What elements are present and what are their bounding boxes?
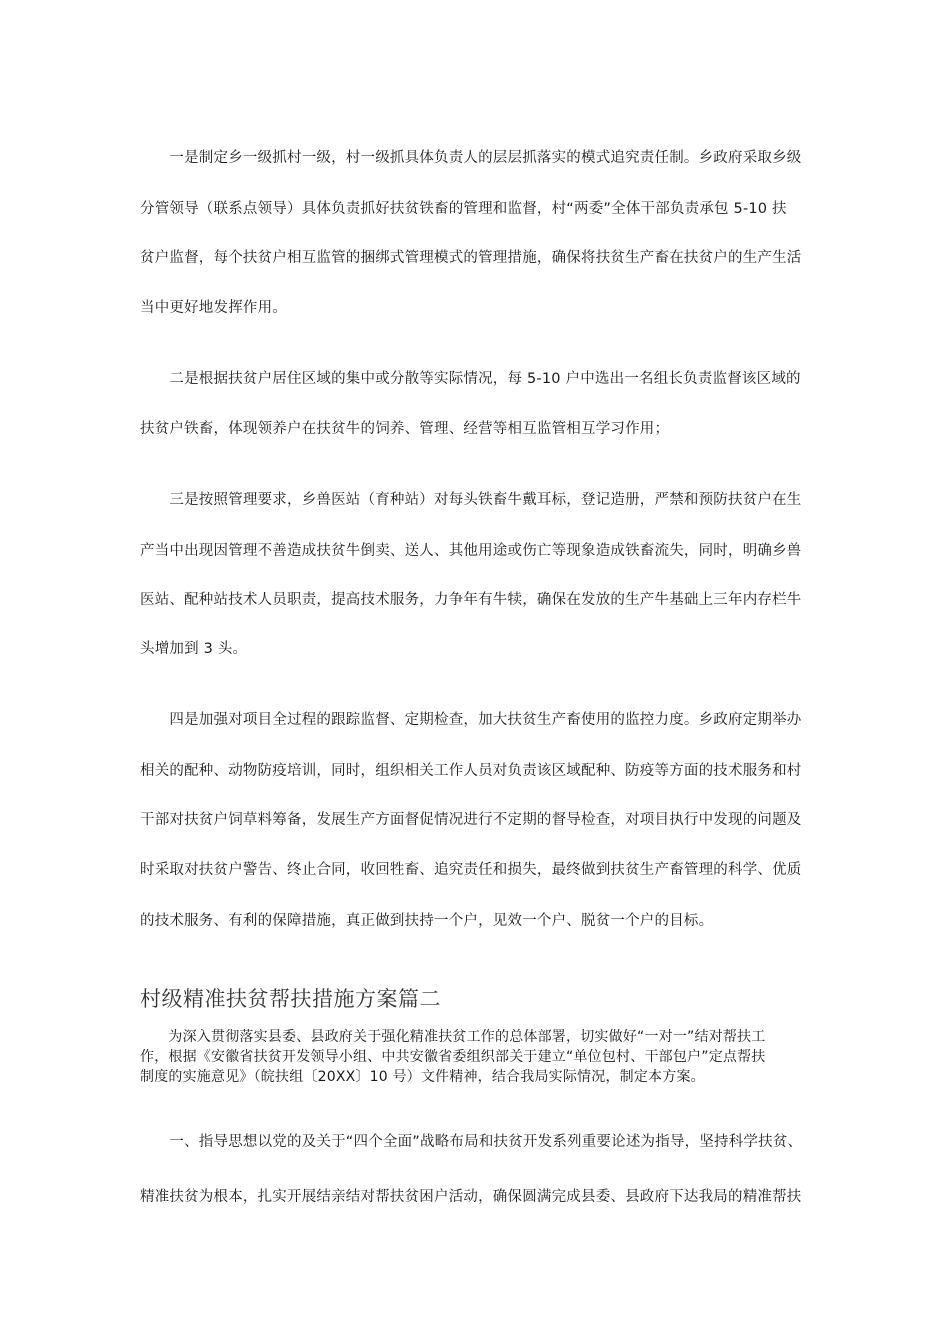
text-line: 当中更好地发挥作用。 xyxy=(140,300,287,316)
text-line: 二是根据扶贫户居住区域的集中或分散等实际情况，每 5-10 户中选出一名组长负责监督该区域的 xyxy=(140,371,801,387)
text-line: 精准扶贫为根本，扎实开展结亲结对帮扶贫困户活动，确保圆满完成县委、县政府下达我局的精准帮扶 xyxy=(140,1189,802,1205)
text-line: 制度的实施意见》（皖扶组〔20XX〕10 号）文件精神，结合我局实际情况，制定本方案。 xyxy=(140,1069,705,1085)
section-heading: 村级精准扶贫帮扶措施方案篇二 xyxy=(140,987,441,1011)
text-line: 为深入贯彻落实县委、县政府关于强化精准扶贫工作的总体部署，切实做好“一对一”结对帮扶工 xyxy=(140,1029,766,1045)
text-line: 一是制定乡一级抓村一级，村一级抓具体负责人的层层抓落实的模式追究责任制。乡政府采取乡级 xyxy=(140,150,802,166)
text-line: 时采取对扶贫户警告、终止合同，收回牲畜、追究责任和损失，最终做到扶贫生产畜管理的科学、优质 xyxy=(140,862,802,878)
text-line: 一、指导思想以党的及关于“四个全面”战略布局和扶贫开发系列重要论述为指导，坚持科学扶贫、 xyxy=(140,1134,803,1150)
text-line: 作，根据《安徽省扶贫开发领导小组、中共安徽省委组织部关于建立“单位包村、干部包户”定点帮扶 xyxy=(140,1049,766,1065)
text-line: 医站、配种站技术人员职责，提高技术服务，力争年有牛犊，确保在发放的生产牛基础上三年内存栏牛 xyxy=(140,592,802,608)
text-line: 相关的配种、动物防疫培训，同时，组织相关工作人员对负责该区域配种、防疫等方面的技术服务和村 xyxy=(140,763,802,779)
text-line: 扶贫户铁畜，体现领养户在扶贫牛的饲养、管理、经营等相互监管相互学习作用； xyxy=(140,421,670,437)
text-line: 四是加强对项目全过程的跟踪监督、定期检查，加大扶贫生产畜使用的监控力度。乡政府定期举办 xyxy=(140,712,802,728)
text-line: 贫户监督，每个扶贫户相互监管的捆绑式管理模式的管理措施，确保将扶贫生产畜在扶贫户的生产生活 xyxy=(140,250,802,266)
text-line: 三是按照管理要求，乡兽医站（育种站）对每头铁畜牛戴耳标，登记造册，严禁和预防扶贫户在生 xyxy=(140,492,802,508)
text-line: 的技术服务、有利的保障措施，真正做到扶持一个户，见效一个户、脱贫一个户的目标。 xyxy=(140,913,714,929)
text-line: 头增加到 3 头。 xyxy=(140,641,248,657)
text-line: 产当中出现因管理不善造成扶贫牛倒卖、送人、其他用途或伤亡等现象造成铁畜流失，同时，明确乡兽 xyxy=(140,543,802,559)
text-line: 分管领导（联系点领导）具体负责抓好扶贫铁畜的管理和监督，村“两委”全体干部负责承包 5-10 扶 xyxy=(140,201,787,217)
text-line: 干部对扶贫户饲草料筹备，发展生产方面督促情况进行不定期的督导检查，对项目执行中发现的问题及 xyxy=(140,812,802,828)
